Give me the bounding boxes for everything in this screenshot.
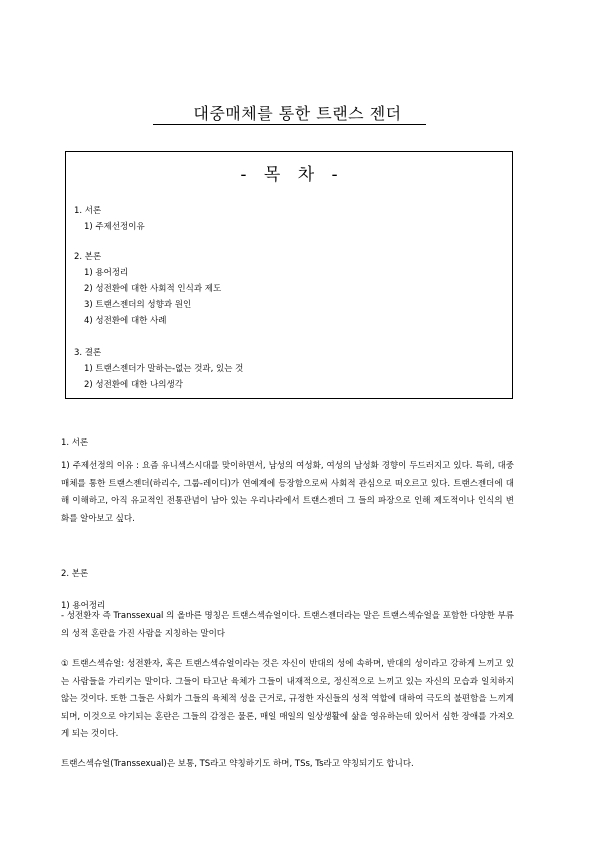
toc-section-label: 3. 결론 (74, 348, 102, 358)
toc-item: 1) 트랜스젠더가 말하는-없는 것과, 있는 것 (84, 364, 244, 374)
subsection-heading: 1) 용어정리 (61, 601, 106, 611)
toc-section-label: 1. 서론 (74, 206, 102, 216)
toc-item: 1) 주제선정이유 (84, 222, 145, 232)
table-of-contents (65, 151, 513, 399)
paragraph: ① 트랜스섹슈얼: 성전환자, 혹은 트랜스섹슈얼이라는 것은 자신이 반대의 성에 속하며, 반대의 성이라고 강하게 느끼고 있는 사람들을 가리키는 말이다. 그들이 타고난 육체가 그들이 내재적으로, 정신적으로 느끼고 있는 자신의 모습과 일치하지 않는 것이다. 또한 그들은 사회가 그들의 육체적 성을 근거로, 규정한 자신들의 성적 역할에 대하여 극도의 불편함을 느끼게 되며, 이것으로 야기되는 혼란은 그들의 감정은 물론, 매일 매일의 일상생활에 삶을 영유하는데 있어서 심한 장애를 가져오게 되는 것이다. (61, 659, 514, 740)
paragraph-last-line: 트랜스섹슈얼(Transsexual)은 보통, TS라고 약칭하기도 하며, TSs, Ts라고 약칭되기도 합니다. (61, 759, 414, 769)
toc-section-label: 2. 본론 (74, 252, 102, 262)
toc-item: 2) 성전환에 대한 사회적 인식과 제도 (84, 284, 222, 294)
section-heading: 2. 본론 (61, 569, 89, 579)
toc-item: 2) 성전환에 대한 나의생각 (84, 380, 183, 390)
title-underline (153, 124, 426, 125)
toc-item: 4) 성전환에 대한 사례 (84, 316, 167, 326)
page-title: 대중매체를 통한 트랜스 젠더 (193, 104, 402, 123)
paragraph: 1) 주제선정의 이유 : 요즘 유니섹스시대를 맞이하면서, 남성의 여성화, 여성의 남성화 경향이 두드러지고 있다. 특히, 대중매체를 통한 트랜스젠더(하리수, 그룹-레이디)가 연예계에 등장함으로써 사회적 관심으로 떠오르고 있다. 트랜스젠더에 대해 이해하고, 아직 유교적인 전통관념이 남아 있는 우리나라에서 트랜스젠더 그 들의 파장으로 인해 제도적이나 인식의 변화를 알아보고 싶다. (61, 461, 514, 524)
paragraph: - 성전환자 즉 Transsexual 의 올바른 명칭은 트랜스섹슈얼이다. 트랜스젠더라는 말은 트랜스섹슈얼을 포함한 다양한 부류의 성적 혼란을 가진 사람을 지칭하는 말이다 (61, 611, 514, 639)
toc-item: 1) 용어정리 (84, 268, 129, 278)
section-heading: 1. 서론 (61, 438, 89, 448)
toc-item: 3) 트랜스젠더의 성향과 원인 (84, 300, 192, 310)
toc-heading: - 목 차 - (240, 165, 338, 185)
